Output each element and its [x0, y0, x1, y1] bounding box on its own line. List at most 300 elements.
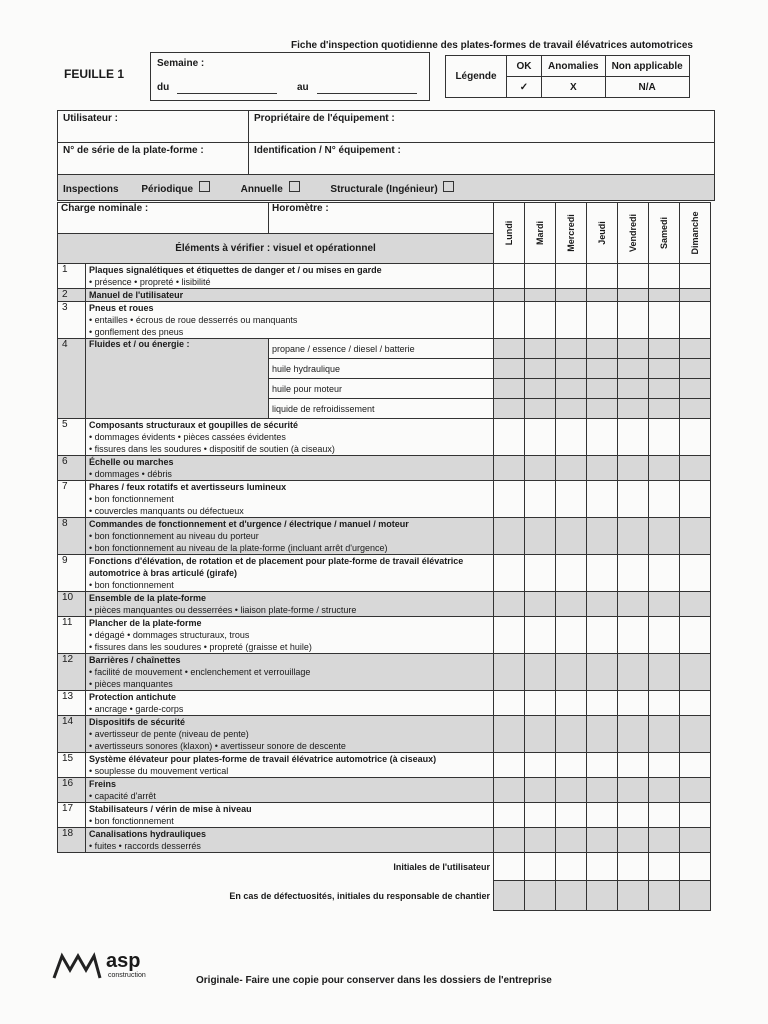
day-check-cell[interactable] [587, 399, 618, 419]
day-check-cell[interactable] [556, 289, 587, 302]
day-check-cell[interactable] [649, 289, 680, 302]
legend-label: Légende [446, 56, 507, 98]
item-title: Dispositifs de sécurité [89, 717, 186, 727]
item-number: 9 [58, 555, 86, 592]
item-number: 11 [58, 617, 86, 654]
day-check-cell[interactable] [525, 264, 556, 289]
day-check-cell[interactable] [649, 778, 680, 803]
day-header-2: Mercredi [556, 203, 587, 264]
day-check-cell[interactable] [525, 419, 556, 456]
day-check-cell[interactable] [556, 803, 587, 828]
day-check-cell[interactable] [556, 828, 587, 853]
day-check-cell[interactable] [680, 654, 711, 691]
day-check-cell[interactable] [680, 481, 711, 518]
day-check-cell[interactable] [649, 555, 680, 592]
item-number: 10 [58, 592, 86, 617]
day-check-cell[interactable] [525, 302, 556, 339]
day-check-cell[interactable] [556, 379, 587, 399]
day-check-cell[interactable] [494, 399, 525, 419]
day-check-cell[interactable] [618, 419, 649, 456]
day-check-cell[interactable] [587, 339, 618, 359]
day-check-cell[interactable] [525, 617, 556, 654]
checklist-table [57, 202, 711, 911]
day-check-cell[interactable] [618, 778, 649, 803]
day-check-cell[interactable] [494, 339, 525, 359]
day-check-cell[interactable] [556, 555, 587, 592]
serial-field[interactable]: N° de série de la plate-forme : [58, 143, 249, 175]
initials-cell[interactable] [525, 853, 556, 881]
inspections-label: Inspections [63, 183, 119, 195]
day-check-cell[interactable] [618, 399, 649, 419]
day-header-0: Lundi [494, 203, 525, 264]
day-check-cell[interactable] [618, 555, 649, 592]
day-check-cell[interactable] [649, 691, 680, 716]
item-number: 14 [58, 716, 86, 753]
item-detail: • dégagé • dommages structuraux, trous [89, 630, 250, 640]
day-check-cell[interactable] [649, 399, 680, 419]
table-row [58, 691, 711, 716]
item-description [86, 716, 494, 753]
periodic-checkbox[interactable] [199, 181, 210, 192]
day-check-cell[interactable] [587, 456, 618, 481]
item-number: 7 [58, 481, 86, 518]
day-check-cell[interactable] [649, 456, 680, 481]
logo-subtext: construction [108, 972, 146, 979]
initials-cell[interactable] [618, 853, 649, 881]
annual-checkbox[interactable] [289, 181, 300, 192]
day-check-cell[interactable] [618, 289, 649, 302]
day-check-cell[interactable] [494, 753, 525, 778]
item-detail: • dommages évidents • pièces cassées évidentes [89, 432, 286, 442]
item-detail: • pièces manquantes [89, 679, 173, 689]
day-check-cell[interactable] [556, 339, 587, 359]
day-check-cell[interactable] [556, 264, 587, 289]
day-check-cell[interactable] [587, 264, 618, 289]
day-check-cell[interactable] [680, 753, 711, 778]
day-check-cell[interactable] [525, 778, 556, 803]
item-detail: • avertisseur de pente (niveau de pente) [89, 729, 249, 739]
item-detail: • bon fonctionnement [89, 580, 174, 590]
legend-na-symbol: N/A [605, 77, 689, 98]
item-description [86, 691, 494, 716]
table-row [58, 716, 711, 753]
day-check-cell[interactable] [525, 716, 556, 753]
item-detail: • ancrage • garde-corps [89, 704, 184, 714]
item-detail: • entailles • écrous de roue desserrés ou manquants [89, 315, 298, 325]
user-field[interactable]: Utilisateur : [58, 111, 249, 143]
day-check-cell[interactable] [494, 803, 525, 828]
table-row [58, 302, 711, 339]
item-number: 5 [58, 419, 86, 456]
day-check-cell[interactable] [494, 592, 525, 617]
day-check-cell[interactable] [618, 518, 649, 555]
week-box [150, 52, 430, 101]
day-check-cell[interactable] [556, 359, 587, 379]
manager-initials-cell[interactable] [494, 881, 525, 911]
day-check-cell[interactable] [680, 592, 711, 617]
day-check-cell[interactable] [649, 803, 680, 828]
item-detail: • facilité de mouvement • enclenchement et verrouillage [89, 667, 311, 677]
day-header-3: Jeudi [587, 203, 618, 264]
manager-initials-cell[interactable] [649, 881, 680, 911]
item-number: 1 [58, 264, 86, 289]
periodic-label: Périodique [141, 183, 194, 195]
day-check-cell[interactable] [680, 803, 711, 828]
day-check-cell[interactable] [649, 828, 680, 853]
initials-cell[interactable] [556, 853, 587, 881]
day-check-cell[interactable] [587, 302, 618, 339]
day-check-cell[interactable] [494, 359, 525, 379]
initials-manager-label: En cas de défectuosités, initiales du responsable de chantier [229, 890, 490, 901]
item-number: 12 [58, 654, 86, 691]
day-check-cell[interactable] [494, 828, 525, 853]
to-field[interactable] [317, 93, 417, 94]
item-number: 8 [58, 518, 86, 555]
day-check-cell[interactable] [649, 654, 680, 691]
table-row [58, 555, 711, 592]
table-row [58, 481, 711, 518]
day-check-cell[interactable] [494, 264, 525, 289]
item-title: Composants structuraux et goupilles de sécurité [89, 420, 299, 430]
item-title: Fonctions d'élévation, de rotation et de placement pour plate-forme de travail élévatrice automotrice à bras articulé (girafe) [89, 556, 464, 578]
item-description [86, 456, 494, 481]
structural-label: Structurale (Ingénieur) [330, 183, 438, 195]
day-check-cell[interactable] [525, 828, 556, 853]
fluid-subitem: huile pour moteur [269, 379, 494, 399]
day-check-cell[interactable] [680, 778, 711, 803]
day-check-cell[interactable] [525, 339, 556, 359]
day-header-1: Mardi [525, 203, 556, 264]
day-check-cell[interactable] [556, 419, 587, 456]
legend-anomalies: Anomalies [542, 56, 606, 77]
day-check-cell[interactable] [649, 518, 680, 555]
day-check-cell[interactable] [618, 617, 649, 654]
fluid-subitem: propane / essence / diesel / batterie [269, 339, 494, 359]
item-number: 16 [58, 778, 86, 803]
item-description [86, 289, 494, 302]
day-check-cell[interactable] [618, 716, 649, 753]
table-row [58, 753, 711, 778]
item-title: Protection antichute [89, 692, 177, 702]
manager-initials-cell[interactable] [618, 881, 649, 911]
day-check-cell[interactable] [556, 518, 587, 555]
day-check-cell[interactable] [556, 302, 587, 339]
to-label: au [297, 82, 309, 93]
item-number: 15 [58, 753, 86, 778]
annual-label: Annuelle [240, 183, 283, 195]
item-number: 2 [58, 289, 86, 302]
item-title: Phares / feux rotatifs et avertisseurs lumineux [89, 482, 287, 492]
day-check-cell[interactable] [649, 753, 680, 778]
day-check-cell[interactable] [556, 456, 587, 481]
legend-na: Non applicable [605, 56, 689, 77]
manager-initials-cell[interactable] [587, 881, 618, 911]
day-check-cell[interactable] [618, 803, 649, 828]
day-check-cell[interactable] [494, 555, 525, 592]
day-check-cell[interactable] [494, 289, 525, 302]
day-check-cell[interactable] [556, 399, 587, 419]
item-detail: • bon fonctionnement [89, 494, 174, 504]
initials-cell[interactable] [494, 853, 525, 881]
day-check-cell[interactable] [525, 289, 556, 302]
day-check-cell[interactable] [494, 456, 525, 481]
item-title: Plaques signalétiques et étiquettes de danger et / ou mises en garde [89, 265, 382, 275]
table-row [58, 456, 711, 481]
item-number: 17 [58, 803, 86, 828]
day-check-cell[interactable] [525, 753, 556, 778]
item-detail: • capacité d'arrêt [89, 791, 156, 801]
day-check-cell[interactable] [525, 359, 556, 379]
item-description [86, 828, 494, 853]
item-description [86, 555, 494, 592]
day-check-cell[interactable] [525, 518, 556, 555]
day-check-cell[interactable] [556, 716, 587, 753]
item-detail: • présence • propreté • lisibilité [89, 277, 211, 287]
day-check-cell[interactable] [587, 828, 618, 853]
fluid-subitem: huile hydraulique [269, 359, 494, 379]
day-check-cell[interactable] [649, 302, 680, 339]
table-row [58, 828, 711, 853]
day-check-cell[interactable] [587, 289, 618, 302]
day-check-cell[interactable] [680, 691, 711, 716]
table-row [58, 289, 711, 302]
table-row [58, 592, 711, 617]
item-description [86, 302, 494, 339]
day-check-cell[interactable] [494, 654, 525, 691]
day-check-cell[interactable] [618, 302, 649, 339]
day-check-cell[interactable] [618, 691, 649, 716]
original-note: Originale- Faire une copie pour conserver dans les dossiers de l'entreprise [196, 975, 552, 986]
day-check-cell[interactable] [680, 617, 711, 654]
day-check-cell[interactable] [618, 753, 649, 778]
day-check-cell[interactable] [618, 592, 649, 617]
day-check-cell[interactable] [556, 592, 587, 617]
day-check-cell[interactable] [680, 359, 711, 379]
day-check-cell[interactable] [556, 654, 587, 691]
day-check-cell[interactable] [618, 654, 649, 691]
day-check-cell[interactable] [649, 419, 680, 456]
day-header-5: Samedi [649, 203, 680, 264]
item-number: 6 [58, 456, 86, 481]
item-description [86, 778, 494, 803]
day-check-cell[interactable] [649, 359, 680, 379]
day-check-cell[interactable] [587, 778, 618, 803]
load-field[interactable]: Charge nominale : [58, 203, 269, 234]
day-check-cell[interactable] [680, 339, 711, 359]
item-detail: • fissures dans les soudures • dispositif de soutien (à ciseaux) [89, 444, 335, 454]
day-header-6: Dimanche [680, 203, 711, 264]
day-check-cell[interactable] [649, 379, 680, 399]
structural-checkbox[interactable] [443, 181, 454, 192]
day-check-cell[interactable] [680, 399, 711, 419]
item-number: 18 [58, 828, 86, 853]
day-check-cell[interactable] [649, 481, 680, 518]
item-title: Barrières / chaînettes [89, 655, 181, 665]
day-check-cell[interactable] [680, 828, 711, 853]
day-check-cell[interactable] [587, 359, 618, 379]
day-check-cell[interactable] [649, 264, 680, 289]
initials-cell[interactable] [649, 853, 680, 881]
day-check-cell[interactable] [680, 555, 711, 592]
day-check-cell[interactable] [587, 555, 618, 592]
item-detail: • bon fonctionnement [89, 816, 174, 826]
day-check-cell[interactable] [618, 359, 649, 379]
table-row [58, 264, 711, 289]
item-description [86, 753, 494, 778]
ident-field[interactable]: Identification / N° équipement : [249, 143, 715, 175]
day-check-cell[interactable] [494, 419, 525, 456]
table-row [58, 339, 711, 359]
day-check-cell[interactable] [494, 481, 525, 518]
item-title: Fluides et / ou énergie : [86, 339, 269, 419]
item-description [86, 419, 494, 456]
day-check-cell[interactable] [525, 456, 556, 481]
day-check-cell[interactable] [525, 379, 556, 399]
day-check-cell[interactable] [618, 828, 649, 853]
item-description [86, 592, 494, 617]
from-label: du [157, 82, 170, 93]
day-check-cell[interactable] [618, 481, 649, 518]
day-check-cell[interactable] [618, 339, 649, 359]
day-check-cell[interactable] [587, 379, 618, 399]
table-row [58, 419, 711, 456]
manager-initials-cell[interactable] [680, 881, 711, 911]
table-row [58, 654, 711, 691]
day-check-cell[interactable] [680, 379, 711, 399]
initials-cell[interactable] [680, 853, 711, 881]
legend-ok: OK [507, 56, 542, 77]
day-check-cell[interactable] [680, 456, 711, 481]
item-title: Pneus et roues [89, 303, 154, 313]
owner-field[interactable]: Propriétaire de l'équipement : [249, 111, 715, 143]
day-check-cell[interactable] [525, 803, 556, 828]
week-label: Semaine : [157, 58, 205, 69]
day-check-cell[interactable] [680, 419, 711, 456]
day-check-cell[interactable] [525, 654, 556, 691]
item-description [86, 264, 494, 289]
day-check-cell[interactable] [525, 592, 556, 617]
day-check-cell[interactable] [680, 302, 711, 339]
day-check-cell[interactable] [587, 803, 618, 828]
item-number: 4 [58, 339, 86, 419]
day-check-cell[interactable] [556, 691, 587, 716]
item-description [86, 481, 494, 518]
day-check-cell[interactable] [587, 481, 618, 518]
day-check-cell[interactable] [556, 617, 587, 654]
day-check-cell[interactable] [556, 753, 587, 778]
day-check-cell[interactable] [494, 617, 525, 654]
item-title: Stabilisateurs / vérin de mise à niveau [89, 804, 252, 814]
item-description [86, 654, 494, 691]
item-detail: • fissures dans les soudures • propreté (graisse et huile) [89, 642, 312, 652]
from-field[interactable] [177, 93, 277, 94]
day-check-cell[interactable] [587, 654, 618, 691]
day-check-cell[interactable] [649, 617, 680, 654]
item-title: Canalisations hydrauliques [89, 829, 207, 839]
manager-initials-cell[interactable] [525, 881, 556, 911]
item-title: Freins [89, 779, 117, 789]
day-check-cell[interactable] [680, 289, 711, 302]
day-check-cell[interactable] [649, 716, 680, 753]
day-check-cell[interactable] [649, 592, 680, 617]
initials-user-label: Initiales de l'utilisateur [58, 853, 494, 881]
day-check-cell[interactable] [494, 778, 525, 803]
day-check-cell[interactable] [494, 518, 525, 555]
table-row [58, 803, 711, 828]
day-check-cell[interactable] [494, 302, 525, 339]
day-check-cell[interactable] [680, 716, 711, 753]
logo-text: asp [106, 950, 141, 972]
day-check-cell[interactable] [587, 716, 618, 753]
item-title: Plancher de la plate-forme [89, 618, 202, 628]
items-header: Éléments à vérifier : visuel et opérationnel [58, 233, 494, 264]
item-description [86, 518, 494, 555]
initials-cell[interactable] [587, 853, 618, 881]
legend-table [445, 55, 690, 98]
item-title: Manuel de l'utilisateur [89, 290, 184, 300]
day-check-cell[interactable] [587, 419, 618, 456]
day-check-cell[interactable] [525, 691, 556, 716]
day-check-cell[interactable] [494, 716, 525, 753]
item-detail: • couvercles manquants ou défectueux [89, 506, 244, 516]
item-title: Système élévateur pour plates-forme de travail élévatrice automotrice (à ciseaux) [89, 754, 437, 764]
asp-logo [52, 948, 152, 982]
day-check-cell[interactable] [680, 264, 711, 289]
day-check-cell[interactable] [556, 778, 587, 803]
item-detail: • bon fonctionnement au niveau du porteur [89, 531, 259, 541]
sheet-number: FEUILLE 1 [64, 67, 125, 81]
day-check-cell[interactable] [618, 264, 649, 289]
table-row [58, 778, 711, 803]
item-detail: • fuites • raccords desserrés [89, 841, 201, 851]
legend-ok-symbol: ✓ [507, 77, 542, 98]
day-header-4: Vendredi [618, 203, 649, 264]
day-check-cell[interactable] [587, 592, 618, 617]
item-detail: • pièces manquantes ou desserrées • liaison plate-forme / structure [89, 605, 357, 615]
day-check-cell[interactable] [587, 691, 618, 716]
item-description [86, 617, 494, 654]
day-check-cell[interactable] [494, 379, 525, 399]
day-check-cell[interactable] [556, 481, 587, 518]
item-detail: • dommages • débris [89, 469, 172, 479]
day-check-cell[interactable] [587, 518, 618, 555]
item-title: Commandes de fonctionnement et d'urgence / électrique / manuel / moteur [89, 519, 409, 529]
day-check-cell[interactable] [649, 339, 680, 359]
item-detail: • bon fonctionnement au niveau de la plate-forme (incluant arrêt d'urgence) [89, 543, 388, 553]
manager-initials-cell[interactable] [556, 881, 587, 911]
item-number: 3 [58, 302, 86, 339]
document-title: Fiche d'inspection quotidienne des plates-formes de travail élévatrices automotrices [291, 40, 693, 51]
table-row [58, 617, 711, 654]
hours-field[interactable]: Horomètre : [269, 203, 494, 234]
asp-logo-icon [52, 950, 102, 980]
day-check-cell[interactable] [525, 555, 556, 592]
item-title: Échelle ou marches [89, 457, 174, 467]
item-description [86, 803, 494, 828]
day-check-cell[interactable] [587, 753, 618, 778]
day-check-cell[interactable] [525, 481, 556, 518]
day-check-cell[interactable] [618, 456, 649, 481]
item-title: Ensemble de la plate-forme [89, 593, 207, 603]
inspection-type-row [58, 175, 715, 201]
day-check-cell[interactable] [587, 617, 618, 654]
legend-anomalies-symbol: X [542, 77, 606, 98]
info-table [57, 110, 715, 201]
day-check-cell[interactable] [618, 379, 649, 399]
day-check-cell[interactable] [680, 518, 711, 555]
day-check-cell[interactable] [525, 399, 556, 419]
day-check-cell[interactable] [494, 691, 525, 716]
